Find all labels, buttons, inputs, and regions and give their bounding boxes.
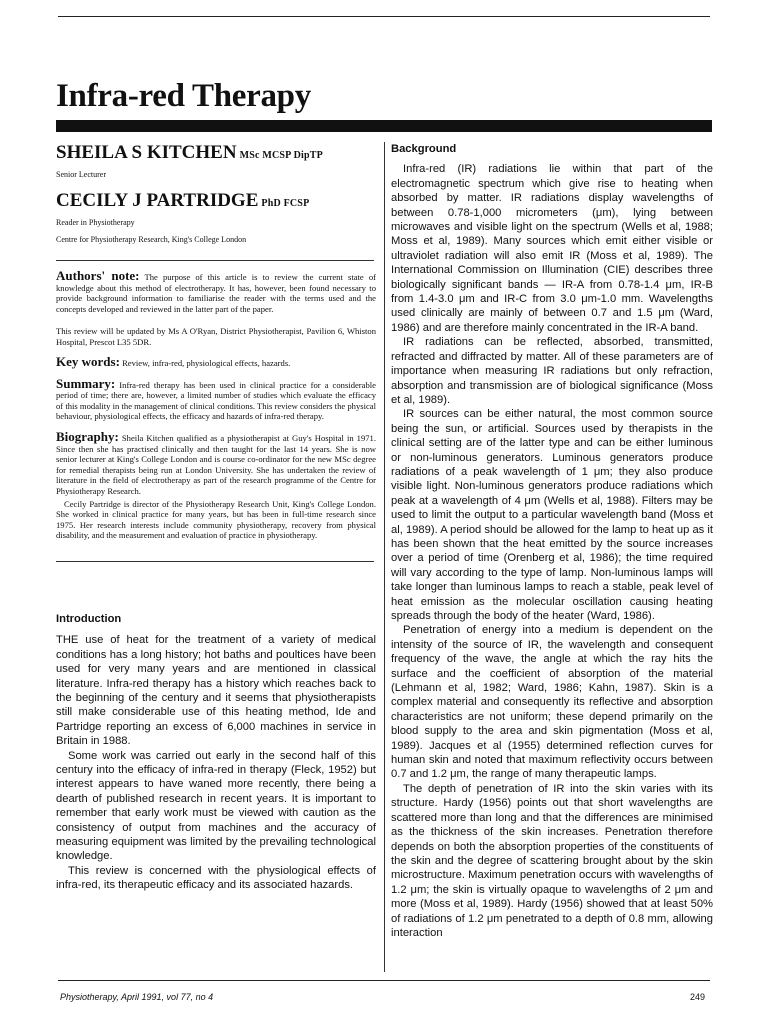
author-affiliation: Centre for Physiotherapy Research, King's College London xyxy=(56,235,247,244)
footer-citation: Physiotherapy, April 1991, vol 77, no 4 xyxy=(60,992,214,1002)
author-name-text: SHEILA S KITCHEN xyxy=(56,142,237,163)
column-divider xyxy=(384,142,385,972)
authors-note xyxy=(56,268,377,314)
background-paragraph: IR radiations can be reflected, absorbed, transmitted, refracted and diffracted by matter. All of these parameters are of importance when measuring IR radiations but only refraction, absorption and transmission are of biological significance (Moss et al, 1989). xyxy=(391,336,713,406)
summary xyxy=(56,375,376,422)
section-rule xyxy=(56,260,374,261)
biography-heading: Biography: xyxy=(56,428,119,444)
update-note: This review will be updated by Ms A O'Ryan, District Physiotherapist, Pavilion 6, Whiston Hospital, Prescot L35 5DR. xyxy=(56,326,376,347)
authors-note-heading: Authors' note: xyxy=(56,268,140,283)
introduction-paragraph: THE use of heat for the treatment of a variety of medical conditions has a long history; hot baths and poultices have been used for very many years and are mentioned in classical literature. Infra-red therapy has a history which reaches back to the beginning of the century and it seems that physiotherapists still make considerable use of this heating method, Ide and Partridge reporting an excess of 6,000 machines in service in Britain in 1988. xyxy=(56,634,376,748)
author-name xyxy=(56,190,376,215)
footer-rule xyxy=(58,980,710,981)
background-paragraph: The depth of penetration of IR into the skin varies with its structure. Hardy (1956) points out that short wavelengths are scattered more than long and that the differences are minimised as the thickness of the skin increases. Penetration therefore depends on both the absorption properties of the constituents of the skin and the degree of scattering brought about by the skin microstructure. Maximum penetration occurs with wavelengths of 1.2 μm; the skin is virtually opaque to wavelengths of 2 μm and more (Moss et al, 1989). Hardy (1956) showed that at least 50% of radiations of 1.2 μm penetrated to a depth of 0.8 mm, allowing interaction xyxy=(391,782,713,939)
key-words-heading: Key words: xyxy=(56,353,120,369)
introduction-heading: Introduction xyxy=(56,612,122,625)
author-name-text: CECILY J PARTRIDGE xyxy=(56,190,259,211)
title-bar xyxy=(56,120,712,132)
top-rule xyxy=(58,16,710,17)
summary-heading: Summary: xyxy=(56,375,116,391)
background-paragraph: Infra-red (IR) radiations lie within that part of the electromagnetic spectrum which give rise to heating when absorbed by matter. IR radiations display wavelengths of between 0.78-1,000 micrometers (μm), lying between microwaves and visible light on the spectrum (Wells et al, 1988; Moss et al, 1989). Many sources which emit either visible or ultraviolet radiation will also emit IR (Moss et al, 1989). The International Commission on Illumination (CIE) describes three biologically significant bands — IR-A from 0.78-1.4 μm, IR-B from 1.4-3.0 μm and IR-C from 3.0 μm-1.0 mm. Wavelengths used clinically are mainly of between 0.7 and 1.5 μm (Ward, 1986) and are therefore mainly concentrated in the IR-A band. xyxy=(391,163,713,334)
author-degrees: MSc MCSP DipTP xyxy=(239,150,323,161)
biography-second: Cecily Partridge is director of the Physiotherapy Research Unit, King's College London. She worked in clinical practice for many years, but has been in full-time research since 1975. Her research interests include community physiotherapy, recovery from physical disability, and the measurement and evaluation of practice in physiotherapy. xyxy=(56,498,376,541)
background-heading: Background xyxy=(391,143,457,155)
section-rule xyxy=(56,561,374,562)
right-column xyxy=(391,142,713,940)
author-affiliation: Senior Lecturer xyxy=(56,170,106,179)
biography xyxy=(56,428,377,497)
introduction-paragraph: This review is concerned with the physiological effects of infra-red, its therapeutic efficacy and its associated hazards. xyxy=(56,864,376,892)
introduction-paragraph: Some work was carried out early in the second half of this century into the efficacy of infra-red in therapy (Fleck, 1952) but interest appears to have waned more recently, there being a dearth of published research in recent years. It is important to remember that early work must be viewed with caution as the consistency of output from machines and the accuracy of measuring equipment was limited by the prevailing technological knowledge. xyxy=(56,749,376,863)
author-block-1 xyxy=(56,142,376,181)
author-affiliation: Reader in Physiotherapy xyxy=(56,218,135,227)
left-column xyxy=(56,142,376,893)
key-words xyxy=(56,353,376,369)
authors-note-text: The purpose of this article is to review the current state of knowledge about this method of electrotherapy. It has, however, been found necessary to provide background information to familiarise the reader with the terms used and the concepts developed and reviewed in the latter part of the paper. xyxy=(56,272,377,314)
author-name xyxy=(56,142,376,167)
summary-text: Infra-red therapy has been used in clinical practice for a considerable period of time; there are, however, a limited number of studies which evaluate the efficacy of this modality in the management of clinical conditions. This review considers the physical behaviour, physiological effects, the efficacy and hazards of infra-red therapy. xyxy=(56,379,376,422)
background-paragraph: Penetration of energy into a medium is dependent on the intensity of the source of IR, the wavelength and consequent frequency of the wave, the angle at which the ray hits the surface and the coefficient of absorption of the material (Lehmann et al, 1982; Ward, 1986; Kahn, 1987). Skin is a complex material and consequently its reflective and absorption characteristics are not uniform; these depend primarily on the blood supply to the area and skin pigmentation (Moss et al, 1989). Jacques et al (1955) determined reflection curves for human skin and noted that maximum reflectivity occurs between 0.7 and 1.2 μm, the range of many therapeutic lamps. xyxy=(391,624,713,781)
biography-text: Sheila Kitchen qualified as a physiotherapist at Guy's Hospital in 1971. Since then she has practised clinically and then taught for the last 14 years. She is now senior lecturer at King's College London and is course co-ordinator for the new MSc degree for remedial therapists being run at London University. She has undertaken the review of literature in the field of electrotherapy as part of the research programme of the Centre for Physiotherapy Research. xyxy=(56,432,377,496)
page-number: 249 xyxy=(690,992,706,1002)
background-paragraph: IR sources can be either natural, the most common source being the sun, or artificial. Sources used by therapists in the clinical setting are of the latter type and can be either luminous or non-luminous generators. Luminous generators produce radiations of a peak wavelength of 1 μm; they also produce visible light. Non-luminous generators produce radiations which peak at a wavelength of 4 μm (Wells et al, 1988). Filters may be used to limit the output to a particular wavelength band (Moss et al, 1989). A period should be allowed for the lamp to heat up as it has been shown that the heat emitted by the source increases over a period of time (Orenberg et al, 1986); the time required will vary according to the type of lamp. Non-luminous lamps will take longer than luminous lamps to reach a stable, peak level of heat emission as the molecular oscillation causing heating spreads through the body of the heater (Ward, 1986). xyxy=(391,408,713,622)
author-block-2 xyxy=(56,190,376,246)
article-title: Infra-red Therapy xyxy=(56,78,311,114)
introduction-section xyxy=(56,612,376,893)
key-words-text: Review, infra-red, physiological effects, hazards. xyxy=(122,357,291,368)
author-degrees: PhD FCSP xyxy=(261,198,310,209)
